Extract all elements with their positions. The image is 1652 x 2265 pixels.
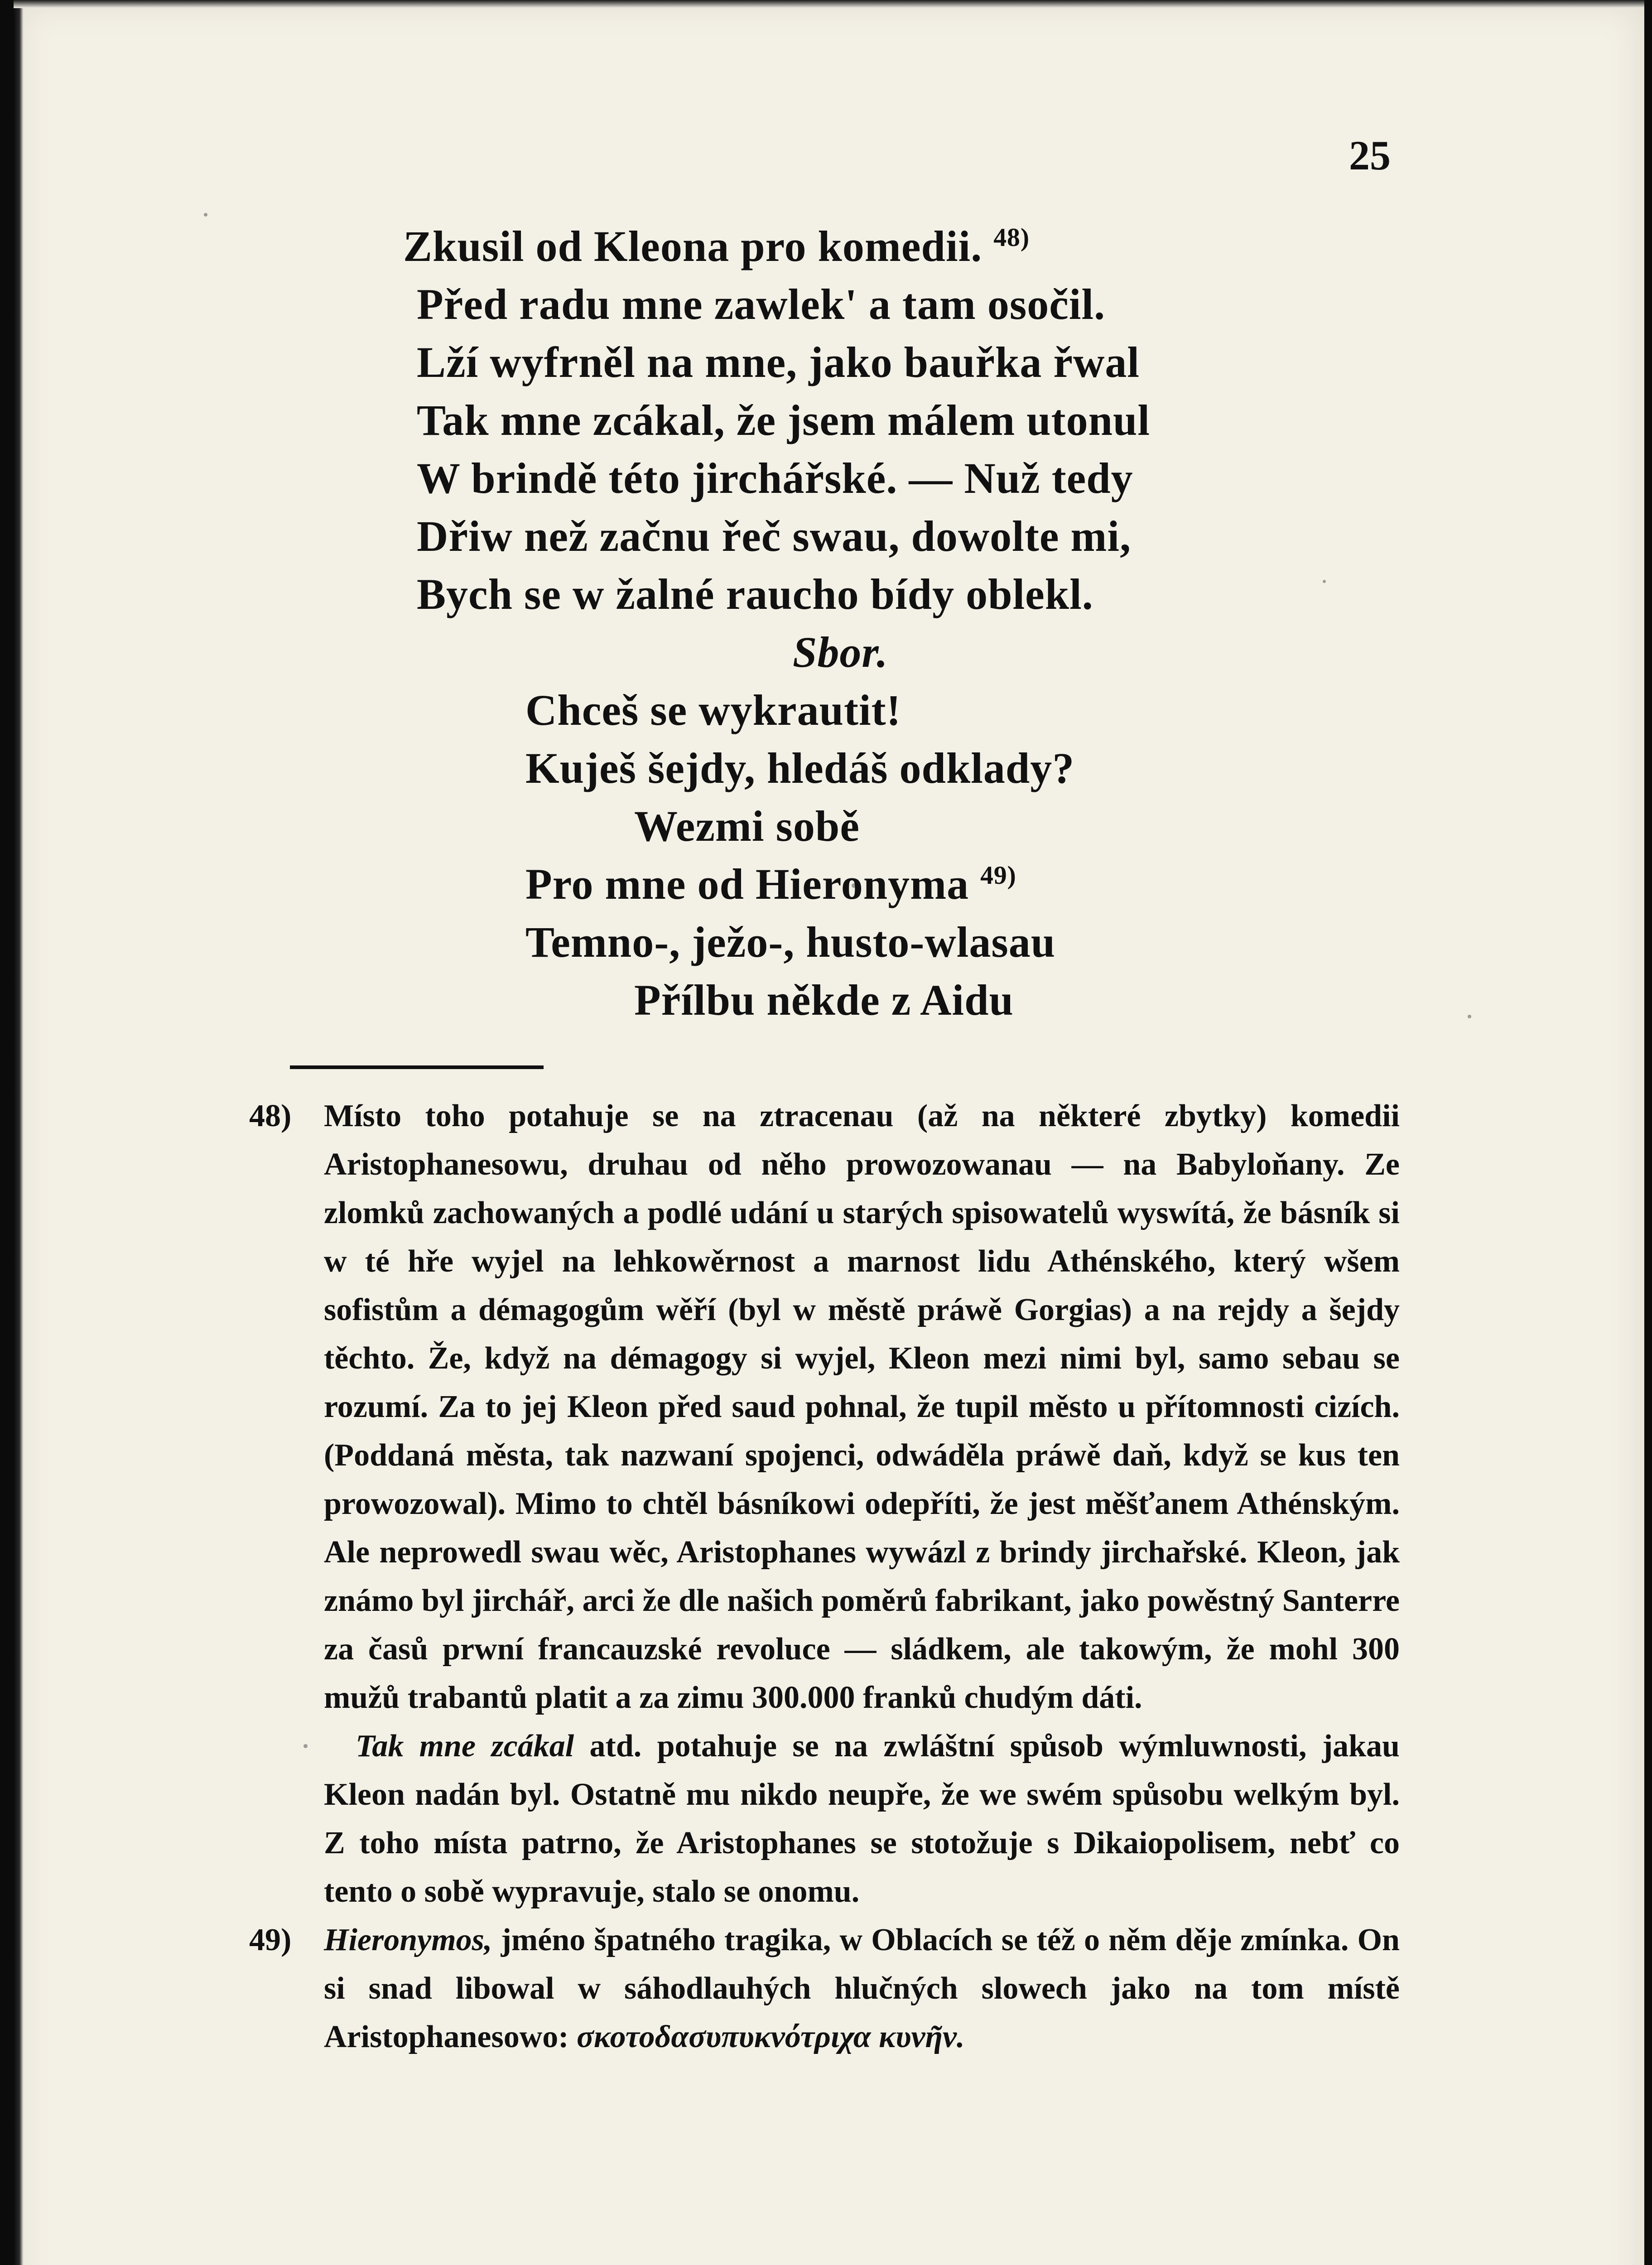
speaker-label: Sbor. (793, 628, 888, 676)
footnote-text: atd. potahuje se na zwláštní spůsob wýmluwnosti, jakau Kleon nadán byl. Ostatně mu nikdo neupře, že we swém spůsobu welkým byl. Z toho místa patrno, že Aristophanes se stotožuje s Dikaiopolisem, nebť co tento o sobě wypravuje, stalo se onomu. (324, 1729, 1400, 1909)
verse-text: Pro mne od Hieronyma (525, 860, 969, 908)
verse-line: Dřiw než začnu řeč swau, dowolte mi, (417, 512, 1132, 560)
footnote-ref-49[interactable]: 49) (980, 861, 1016, 890)
greek-quote: σκοτοδασυπυκνότριχα κυνῆν. (577, 2019, 965, 2054)
verse-line: Wezmi sobě (634, 802, 860, 850)
book-page (14, 0, 1644, 2265)
verse-line: Tak mne zcákal, že jsem málem utonul (417, 396, 1151, 444)
footnote-lemma: Hieronymos, (324, 1923, 492, 1957)
footnote-number: 49) (249, 1923, 292, 1957)
scan-speck (1323, 580, 1326, 583)
footnote-separator (290, 1065, 544, 1069)
verse-line: Temno-, ježo-, husto-wlasau (525, 918, 1056, 966)
footnote-ref-48[interactable]: 48) (993, 223, 1030, 252)
scan-speck (1468, 1015, 1471, 1018)
verse-line: Přílbu někde z Aidu (634, 976, 1014, 1024)
scan-edge-top (14, 0, 1644, 8)
verse-line (403, 217, 1030, 275)
footnote-number: 48) (249, 1099, 292, 1133)
verse-line: Kuješ šejdy, hledáš odklady? (525, 744, 1075, 792)
scan-speck (204, 213, 207, 217)
footnote-subparagraph (324, 1722, 1400, 1916)
footnote-lemma: Tak mne zcákal (356, 1729, 574, 1764)
footnote-text: jméno špatného tragika, w Oblacích se též o něm děje zmínka. On si snad libowal w sáhodlauhých hlučných slowech jako na tom místě Aristophanesowo: (324, 1923, 1400, 2054)
footnotes (249, 1092, 1400, 2061)
page-number: 25 (1349, 132, 1391, 178)
scan-edge-left (14, 0, 24, 2265)
footnote-49 (249, 1916, 1400, 2061)
footnote-body: Místo toho potahuje se na ztracenau (až na některé zbytky) komedii Aristophanesowu, druhau od něho prowozowanau — na Babyloňany. Ze zlomků zachowaných a podlé udání u starých spisowatelů wyswítá, že básník si w té hře wyjel na lehkowěrnost a marnost lidu Athénského, který wšem sofistům a démagogům wěří (byl w městě práwě Gorgias) a na rejdy a šejdy těchto. Že, když na démagogy si wyjel, Kleon mezi nimi byl, samo sebau se rozumí. Za to jej Kleon před saud pohnal, že tupil město u přítomnosti cizích. (Poddaná města, tak nazwaní spojenci, odwáděla práwě daň, když se kus ten prowozowal). Mimo to chtěl básníkowi odepříti, že jest měšťanem Athénským. Ale neprowedl swau wěc, Aristophanes wywázl z brindy jirchařské. Kleon, jak známo byl jirchář, arci že dle našich poměrů fabrikant, jako powěstný Santerre za časů prwní francauzské revoluce — sládkem, ale takowým, že mohl 300 mužů trabantů platit a za zimu 300.000 franků chudým dáti. (324, 1099, 1400, 1715)
footnote-body (324, 1916, 1400, 2061)
verse-line: Před radu mne zawlek' a tam osočil. (417, 280, 1106, 328)
verse-line: Chceš se wykrautit! (525, 686, 901, 734)
verse-line: Lží wyfrněl na mne, jako bauřka řwal (417, 338, 1140, 386)
verse-line: W brindě této jirchářské. — Nuž tedy (417, 454, 1133, 502)
verse-line (525, 855, 1016, 913)
footnote-48 (249, 1092, 1400, 1916)
verse-line: Bych se w žalné raucho bídy oblekl. (417, 570, 1093, 618)
verse-text: Zkusil od Kleona pro komedii. (403, 222, 983, 270)
